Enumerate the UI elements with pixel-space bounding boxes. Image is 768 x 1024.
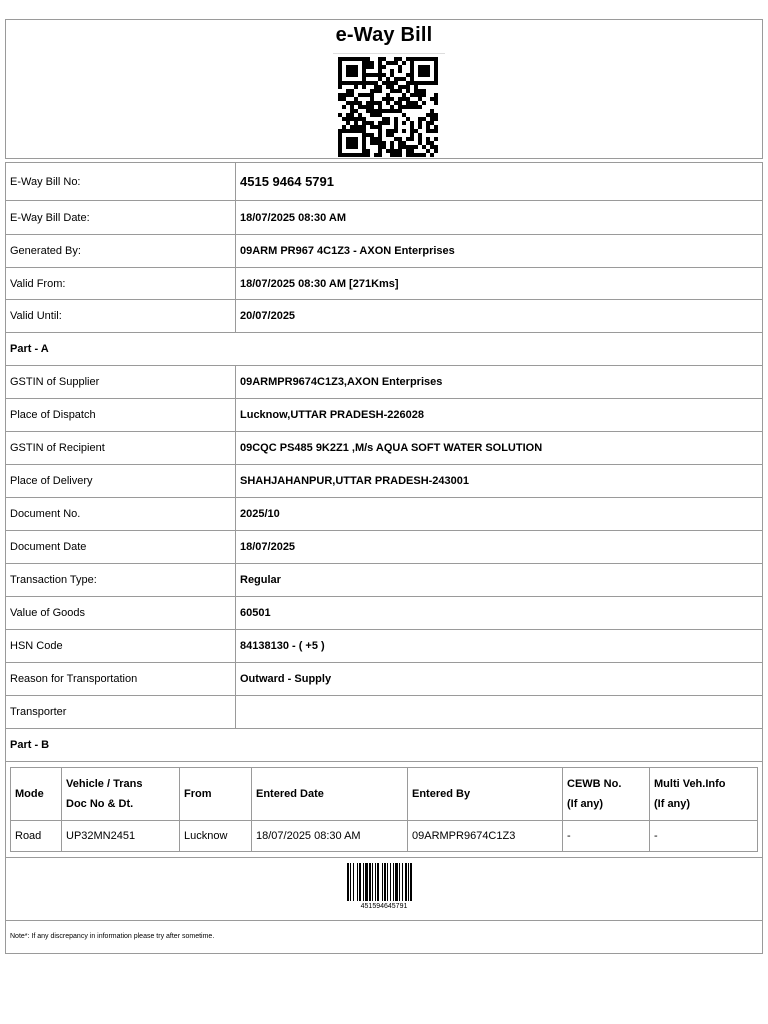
summary-label: Valid Until:: [6, 300, 236, 333]
part-a-value: SHAHJAHANPUR,UTTAR PRADESH-243001: [236, 465, 763, 498]
table-cell-entered-date: 18/07/2025 08:30 AM: [252, 821, 408, 852]
eway-bill-number: 4515 9464 5791: [236, 163, 763, 201]
part-a-value: 09ARMPR9674C1Z3,AXON Enterprises: [236, 366, 763, 399]
part-a-value: [236, 696, 763, 729]
page-title: e-Way Bill: [335, 24, 433, 46]
column-header: Vehicle / Trans Doc No & Dt.: [62, 768, 180, 821]
part-a-value: 18/07/2025: [236, 531, 763, 564]
part-a-label: Place of Dispatch: [6, 399, 236, 432]
part-a-row: [6, 597, 763, 630]
table-cell-mode: Road: [11, 821, 62, 852]
table-cell-entered-by: 09ARMPR9674C1Z3: [408, 821, 563, 852]
section-header-part-b: [6, 729, 763, 762]
summary-value: 20/07/2025: [236, 300, 763, 333]
summary-label: E-Way Bill No:: [6, 163, 236, 201]
part-a-row: [6, 564, 763, 597]
part-a-value: 09CQC PS485 9K2Z1 ,M/s AQUA SOFT WATER SOLUTION: [236, 432, 763, 465]
summary-row: [6, 201, 763, 235]
part-a-label: GSTIN of Recipient: [6, 432, 236, 465]
eway-bill-document: [5, 19, 763, 954]
barcode-number: 451594645791: [360, 903, 408, 910]
summary-value: 18/07/2025 08:30 AM [271Kms]: [236, 268, 763, 300]
part-b-table-wrap: [6, 762, 762, 857]
part-a-row: [6, 696, 763, 729]
table-header-row: [11, 768, 758, 821]
summary-row: [6, 300, 763, 333]
vehicle-details-table: [10, 767, 758, 852]
part-a-value: Lucknow,UTTAR PRADESH-226028: [236, 399, 763, 432]
part-a-value: Outward - Supply: [236, 663, 763, 696]
part-a-label: Place of Delivery: [6, 465, 236, 498]
part-a-title: Part - A: [6, 333, 763, 366]
part-a-row: [6, 498, 763, 531]
part-a-label: Document No.: [6, 498, 236, 531]
footer-note: Note*: If any discrepancy in information please try after sometime.: [10, 933, 215, 940]
table-cell-vehicle: UP32MN2451: [62, 821, 180, 852]
summary-label: Generated By:: [6, 235, 236, 268]
column-header: From: [180, 768, 252, 821]
part-a-row: [6, 366, 763, 399]
part-a-label: GSTIN of Supplier: [6, 366, 236, 399]
table-cell-cewb: -: [563, 821, 650, 852]
table-cell-multi-veh: -: [650, 821, 758, 852]
table-cell-from: Lucknow: [180, 821, 252, 852]
part-a-row: [6, 531, 763, 564]
part-b-title: Part - B: [6, 729, 763, 762]
section-header-part-a: [6, 333, 763, 366]
part-a-value: Regular: [236, 564, 763, 597]
summary-value: 18/07/2025 08:30 AM: [236, 201, 763, 235]
column-header: Multi Veh.Info (If any): [650, 768, 758, 821]
summary-label: Valid From:: [6, 268, 236, 300]
footer-section: [5, 921, 763, 954]
part-a-label: Transporter: [6, 696, 236, 729]
part-a-value: 84138130 - ( +5 ): [236, 630, 763, 663]
part-a-value: 2025/10: [236, 498, 763, 531]
summary-row: [6, 268, 763, 300]
column-header: Entered By: [408, 768, 563, 821]
summary-row: [6, 163, 763, 201]
column-header: CEWB No. (If any): [563, 768, 650, 821]
part-a-label: Value of Goods: [6, 597, 236, 630]
column-header: Entered Date: [252, 768, 408, 821]
part-a-row: [6, 432, 763, 465]
part-a-row: [6, 663, 763, 696]
part-b-table-row: [6, 762, 763, 858]
summary-row: [6, 235, 763, 268]
eway-bill-table: [5, 162, 763, 858]
summary-value: 09ARM PR967 4C1Z3 - AXON Enterprises: [236, 235, 763, 268]
part-a-label: Transaction Type:: [6, 564, 236, 597]
part-a-row: [6, 399, 763, 432]
part-a-label: Document Date: [6, 531, 236, 564]
summary-label: E-Way Bill Date:: [6, 201, 236, 235]
header-section: [5, 19, 763, 159]
part-a-row: [6, 465, 763, 498]
part-a-label: HSN Code: [6, 630, 236, 663]
part-a-value: 60501: [236, 597, 763, 630]
part-a-row: [6, 630, 763, 663]
part-a-label: Reason for Transportation: [6, 663, 236, 696]
barcode-section: [5, 858, 763, 921]
qr-code-icon: [333, 53, 445, 158]
table-row: [11, 821, 758, 852]
barcode-icon: [347, 863, 429, 901]
column-header: Mode: [11, 768, 62, 821]
